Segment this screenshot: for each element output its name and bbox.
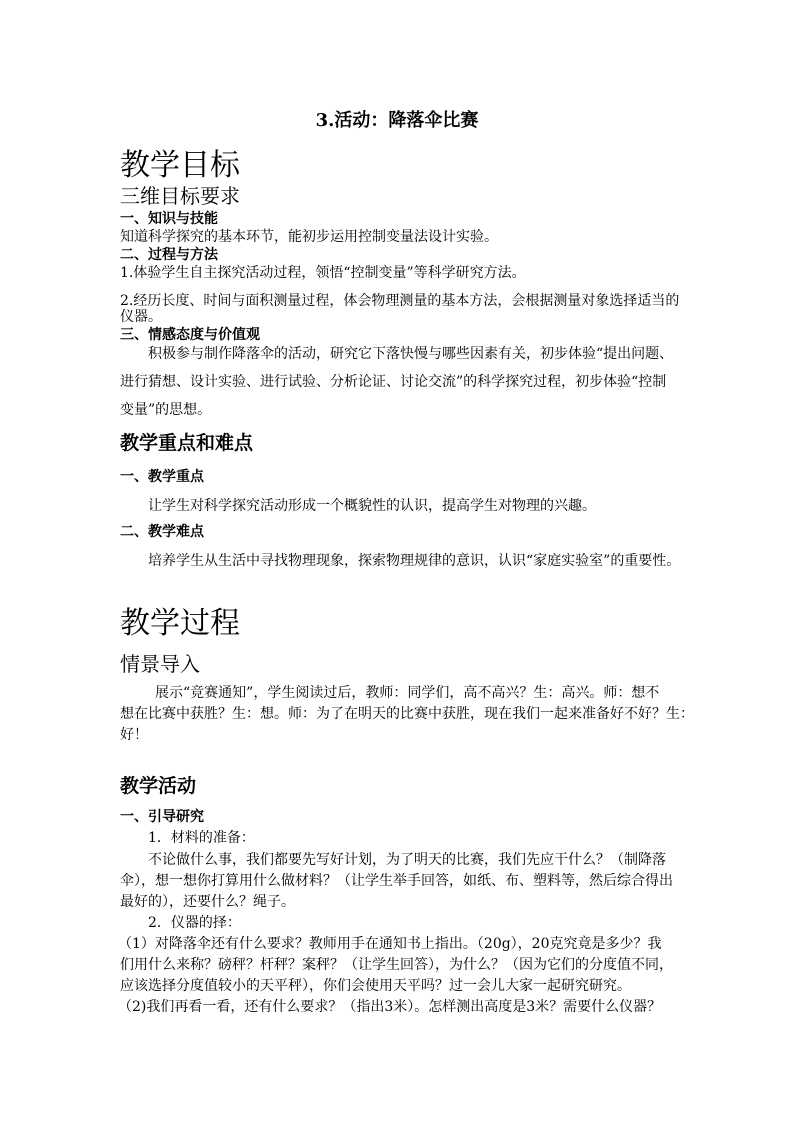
heading-guided-research: 一、引导研究 [120,809,204,825]
heading-knowledge-skills: 一、知识与技能 [120,211,218,227]
text-materials-line2: 伞），想一想你打算用什么做材料？（让学生举手回答，如纸、布、塑料等，然后综合得出 [120,873,673,889]
text-key-points: 让学生对科学探究活动形成一个概貌性的认识，提高学生对物理的兴趣。 [148,498,596,514]
text-emotion-line2: 进行猜想、设计实验、进行试验、分析论证、讨论交流”的科学探究过程，初步体验“控制 [120,374,667,390]
subheading-three-dimensional-goals: 三维目标要求 [120,184,240,208]
heading-materials: 1．材料的准备： [148,830,255,846]
text-intro-line1: 展示“竞赛通知”，学生阅读过后，教师：同学们，高不高兴？生：高兴。师：想不 [155,685,660,701]
heading-emotion-values: 三、情感态度与价值观 [120,327,260,343]
heading-key-difficult-points: 教学重点和难点 [120,432,254,454]
document-title: 3.活动：降落伞比赛 [315,110,479,131]
heading-difficult-points: 二、教学难点 [120,524,204,540]
text-intro-line3: 好！ [120,727,148,743]
text-instruments-line4: （2)我们再看一看，还有什么要求？（指出3米）。怎样测出高度是3米？需要什么仪器？ [118,999,662,1015]
text-process-1: 1.体验学生自主探究活动过程，领悟“控制变量”等科学研究方法。 [120,265,526,281]
heading-teaching-activities: 教学活动 [120,775,197,797]
text-emotion-line1: 积极参与制作降落伞的活动，研究它下落快慢与哪些因素有关，初步体验“提出问题、 [148,346,674,362]
text-knowledge-skills: 知道科学探究的基本环节，能初步运用控制变量法设计实验。 [120,229,498,245]
text-materials-line1: 不论做什么事，我们都要先写好计划，为了明天的比赛，我们先应干什么？（制降落 [148,852,666,868]
text-emotion-line3: 变量”的思想。 [120,402,212,418]
text-instruments-line3: 应该选择分度值较小的天平秤），你们会使用天平吗？过一会儿大家一起研究研究。 [120,978,631,994]
heading-process-methods: 二、过程与方法 [120,247,218,263]
heading-key-points: 一、教学重点 [120,469,204,485]
text-materials-line3: 最好的），还要什么？绳子。 [120,894,295,910]
text-process-2-line1: 2.经历长度、时间与面积测量过程，体会物理测量的基本方法，会根据测量对象选择适当的 [120,293,680,309]
heading-scenario-intro: 情景导入 [120,652,200,676]
heading-teaching-process: 教学过程 [120,606,240,641]
text-instruments-line1: （1）对降落伞还有什么要求？教师用手在通知书上指出。（20g），20克究竟是多少？我 [118,936,662,952]
text-process-2-line2: 仪器。 [120,309,162,325]
heading-instruments: 2．仪器的择： [148,915,241,931]
text-intro-line2: 想在比赛中获胜？生：想。师：为了在明天的比赛中获胜，现在我们一起来准备好不好？生： [120,706,694,722]
text-instruments-line2: 们用什么来称？磅秤？杆秤？案秤？（让学生回答），为什么？（因为它们的分度值不同， [120,957,673,973]
heading-teaching-objectives: 教学目标 [120,148,240,183]
text-difficult-points: 培养学生从生活中寻找物理现象，探索物理规律的意识，认识“家庭实验室”的重要性。 [148,553,681,569]
